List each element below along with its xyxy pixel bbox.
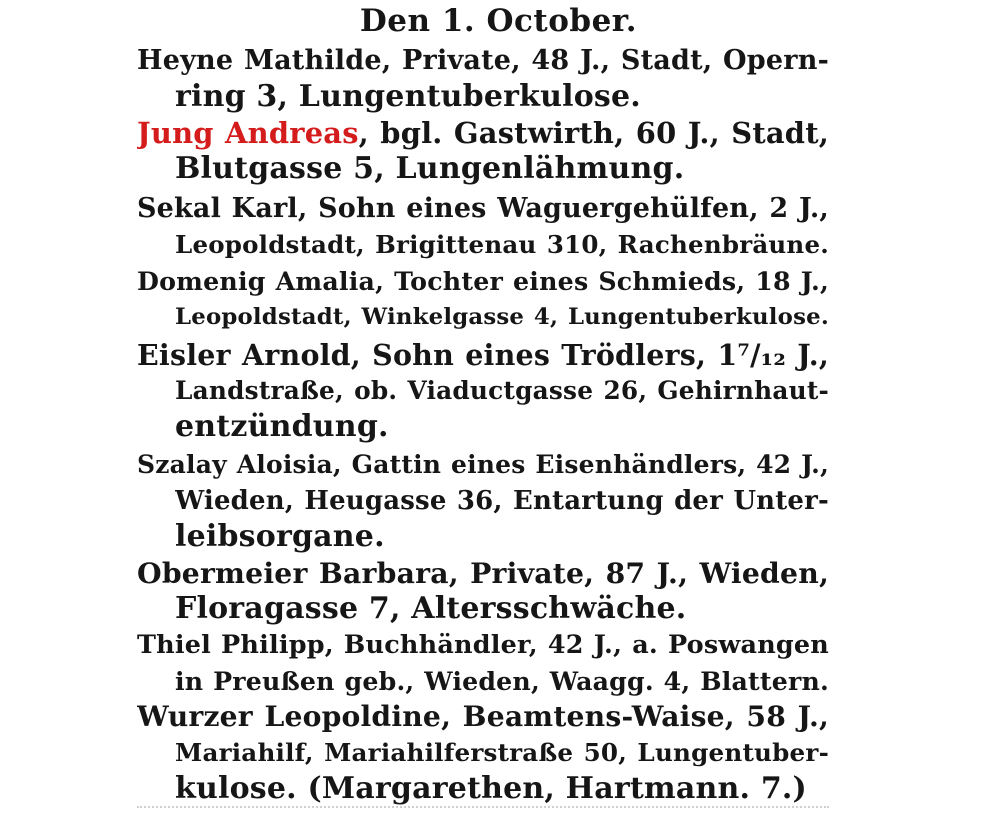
entry-line: Floragasse 7, Altersschwäche. (175, 591, 687, 626)
entry-line: Sekal Karl, Sohn eines Waguergehülfen, 2 J., (137, 193, 829, 224)
top-edge (137, 0, 829, 2)
entry-line: Blutgasse 5, Lungenlähmung. (175, 151, 685, 186)
entry-line: Domenig Amalia, Tochter eines Schmieds, 18 J., (137, 266, 829, 296)
entry-line: Leopoldstadt, Winkelgasse 4, Lungentuberkulose. (175, 304, 829, 330)
entry-line: Wurzer Leopoldine, Beamtens-Waise, 58 J., (137, 700, 829, 733)
bottom-edge (137, 806, 829, 808)
entry-line: in Preußen geb., Wieden, Waagg. 4, Blattern. (175, 666, 829, 696)
entry-line: entzündung. (175, 409, 389, 444)
entry-line: Szalay Aloisia, Gattin eines Eisenhändlers, 42 J., (137, 450, 829, 479)
entry-line: Leopoldstadt, Brigittenau 310, Rachenbräune. (175, 230, 829, 259)
entry-line: Landstraße, ob. Viaductgasse 26, Gehirnhaut- (175, 376, 829, 405)
entry-text: , bgl. Gastwirth, 60 J., Stadt, (358, 116, 829, 150)
highlighted-name: Jung Andreas (137, 116, 359, 150)
page-heading: Den 1. October. (359, 3, 638, 39)
entry-line: Wieden, Heugasse 36, Entartung der Unter- (175, 486, 829, 516)
entry-line: Eisler Arnold, Sohn eines Trödlers, 1⁷/₁₂ J., (137, 338, 829, 372)
entry-line: Obermeier Barbara, Private, 87 J., Wieden, (137, 556, 829, 590)
entry-line-highlighted (137, 115, 829, 151)
entry-line: Heyne Mathilde, Private, 48 J., Stadt, Opern- (137, 45, 829, 76)
entry-line: Mariahilf, Mariahilferstraße 50, Lungentuber- (175, 738, 829, 767)
entry-line: ring 3, Lungentuberkulose. (175, 79, 641, 114)
entry-line: kulose. (Margarethen, Hartmann. 7.) (175, 771, 807, 806)
entry-line: Thiel Philipp, Buchhändler, 42 J., a. Poswangen (137, 630, 829, 660)
entry-line: leibsorgane. (175, 519, 385, 554)
